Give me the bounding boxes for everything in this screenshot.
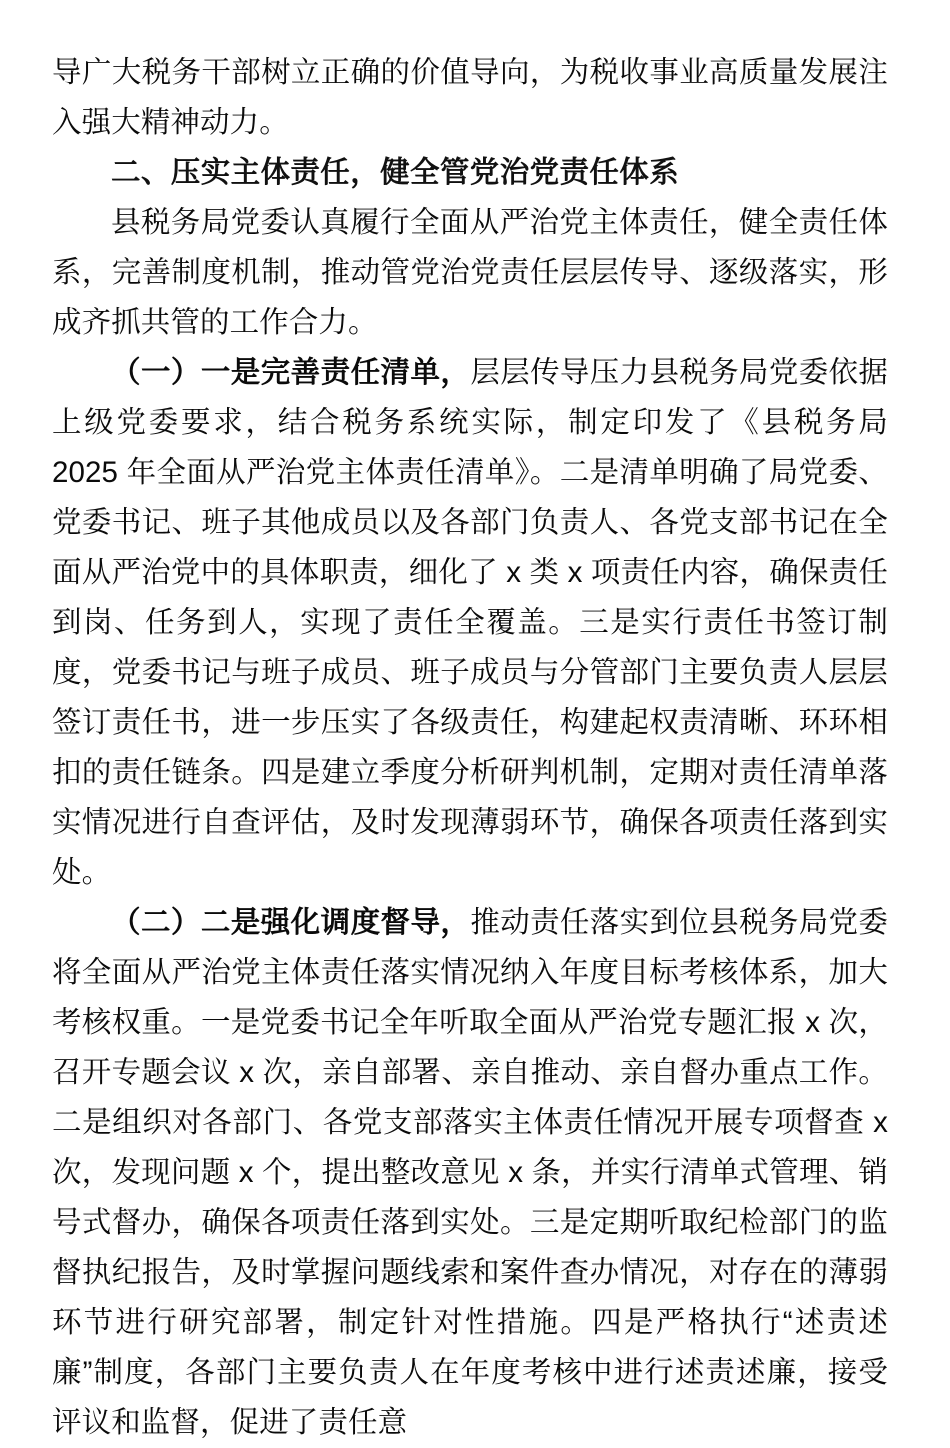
subsection-two-body: 推动责任落实到位县税务局党委将全面从严治党主体责任落实情况纳入年度目标考核体系，加大考核权重。一是党委书记全年听取全面从严治党专题汇报 x 次，召开专题会议 x 次，亲自部署、亲自推动、亲自督办重点工作。二是组织对各部门、各党支部落实主体责任情况开展专项督查 x 次，发现问题 x 个，提出整改意见 x 条，并实行清单式管理、销号式督办，确保各项责任落到实处。三是定期听取纪检部门的监督执纪报告，及时掌握问题线索和案件查办情况，对存在的薄弱环节进行研究部署，制定针对性措施。四是严格执行“述责述廉”制度，各部门主要负责人在年度考核中进行述责述廉，接受评议和监督，促进了责任意 (52, 906, 888, 1439)
paragraph-subsection-two (52, 898, 888, 1448)
paragraph-section-two-intro: 县税务局党委认真履行全面从严治党主体责任，健全责任体系，完善制度机制，推动管党治党责任层层传导、逐级落实，形成齐抓共管的工作合力。 (52, 206, 888, 339)
document-body (52, 48, 888, 1448)
subsection-two-lead: （二）二是强化调度督导， (111, 906, 471, 939)
section-heading-two: 二、压实主体责任，健全管党治党责任体系 (111, 156, 680, 189)
subsection-one-body: 层层传导压力县税务局党委依据上级党委要求，结合税务系统实际，制定印发了《县税务局 2025 年全面从严治党主体责任清单》。二是清单明确了局党委、党委书记、班子其他成员以及各部门负责人、各党支部书记在全面从严治党中的具体职责，细化了 x 类 x 项责任内容，确保责任到岗、任务到人，实现了责任全覆盖。三是实行责任书签订制度，党委书记与班子成员、班子成员与分管部门主要负责人层层签订责任书，进一步压实了各级责任，构建起权责清晰、环环相扣的责任链条。四是建立季度分析研判机制，定期对责任清单落实情况进行自查评估，及时发现薄弱环节，确保各项责任落到实处。 (52, 356, 888, 889)
subsection-one-lead: （一）一是完善责任清单， (111, 356, 471, 389)
paragraph-subsection-one (52, 348, 888, 898)
paragraph-continued: 导广大税务干部树立正确的价值导向，为税收事业高质量发展注入强大精神动力。 (52, 56, 888, 139)
